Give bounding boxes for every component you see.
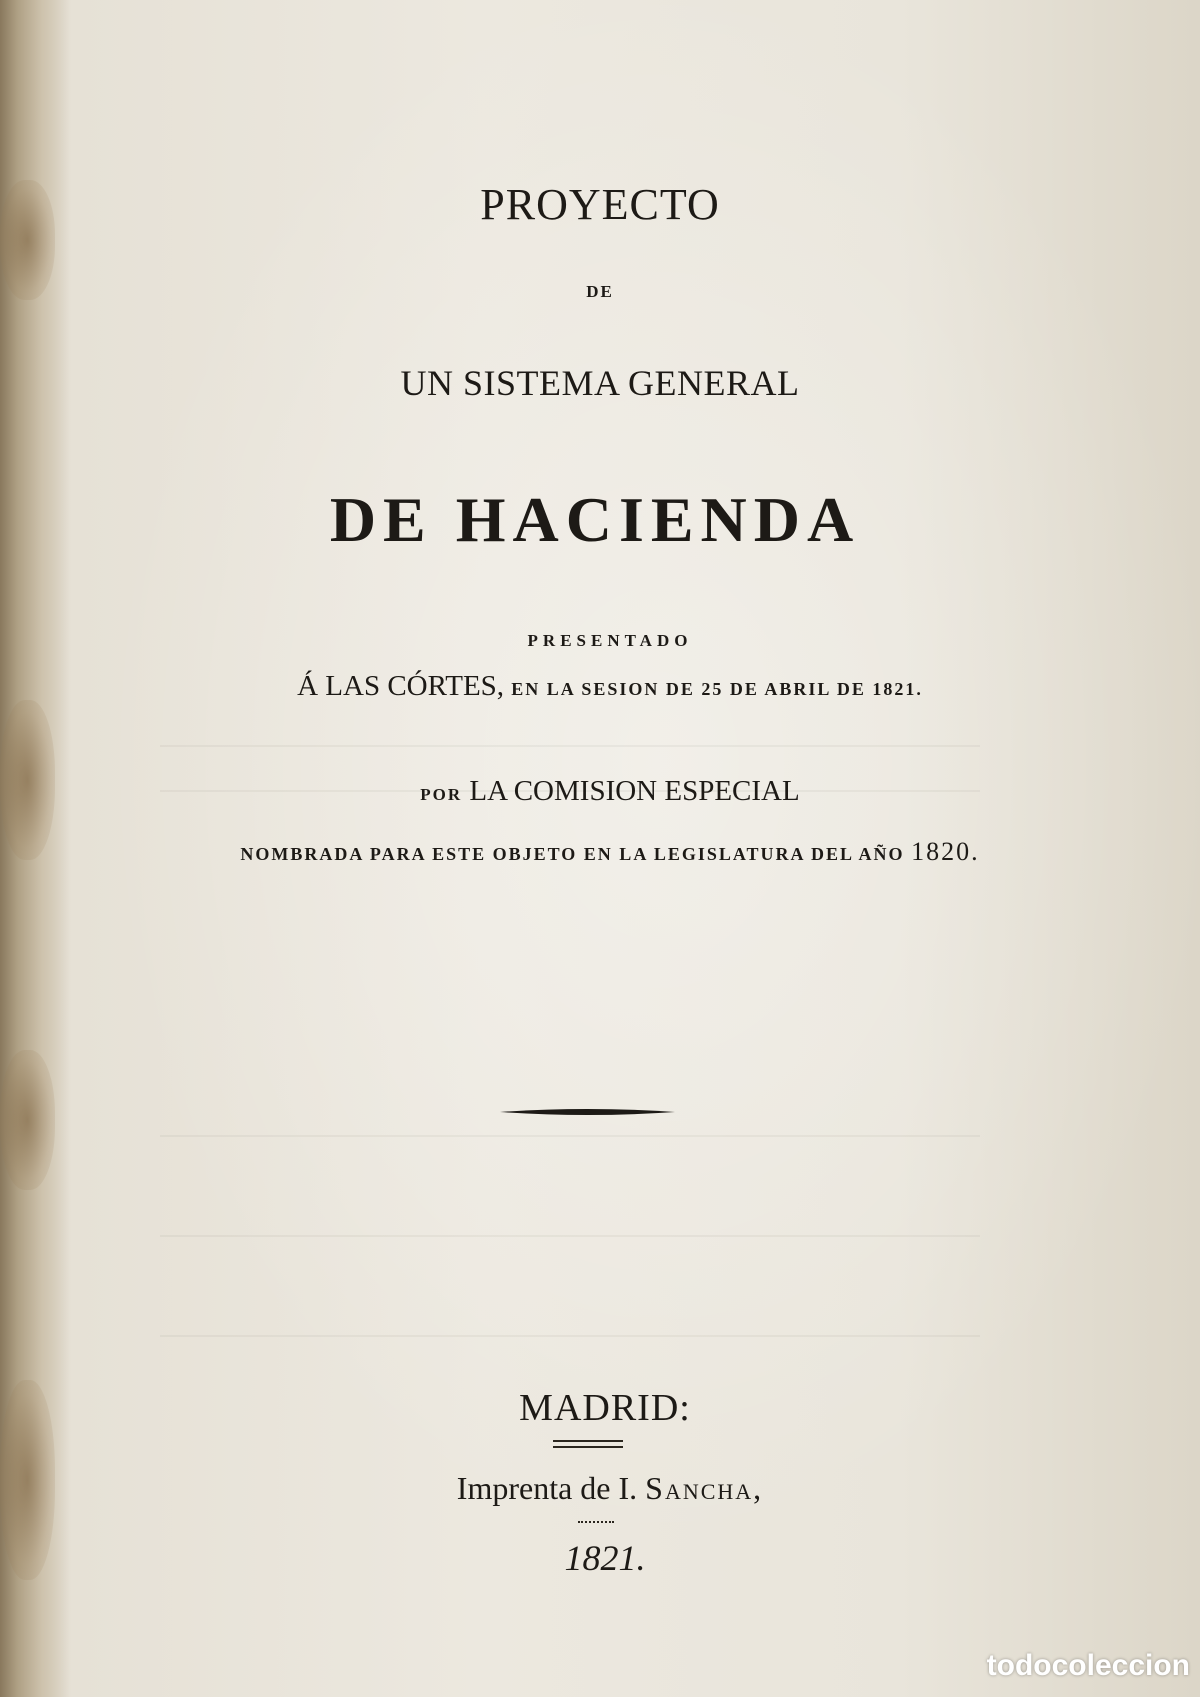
cortes-line	[10, 672, 1200, 701]
title-hacienda: DE HACIENDA	[329, 484, 861, 555]
dotted-rule	[578, 1521, 614, 1523]
double-rule	[553, 1440, 623, 1448]
watermark-logo: todocoleccion	[986, 1649, 1190, 1682]
ornament-rule	[500, 1106, 675, 1118]
imprint-year: 1821.	[564, 1538, 646, 1578]
session-date: EN LA SESION DE 25 DE ABRIL DE 1821.	[511, 679, 923, 699]
cortes-main: Á LAS CÓRTES,	[297, 670, 505, 702]
title-sistema-general: UN SISTEMA GENERAL	[400, 363, 800, 403]
title-de: DE	[586, 282, 614, 301]
show-through	[160, 745, 980, 747]
show-through	[160, 1335, 980, 1337]
title-proyecto: PROYECTO	[480, 180, 720, 229]
imprint-place: MADRID:	[519, 1387, 691, 1429]
commission-main: LA COMISION ESPECIAL	[469, 775, 800, 807]
printer-prefix: Imprenta de I.	[456, 1470, 638, 1506]
appointed-year: 1820.	[911, 837, 980, 866]
stain-blotch	[0, 1050, 55, 1190]
imprint-printer	[10, 1472, 1200, 1504]
presented-label: PRESENTADO	[527, 631, 693, 650]
commission-line	[10, 777, 1200, 806]
printer-name: Sancha,	[645, 1470, 764, 1506]
commission-prefix: POR	[420, 785, 463, 804]
appointed-text: NOMBRADA PARA ESTE OBJETO EN LA LEGISLATURA DEL AÑO	[240, 844, 905, 864]
show-through	[160, 1135, 980, 1137]
show-through	[160, 1235, 980, 1237]
appointed-line	[10, 839, 1200, 865]
